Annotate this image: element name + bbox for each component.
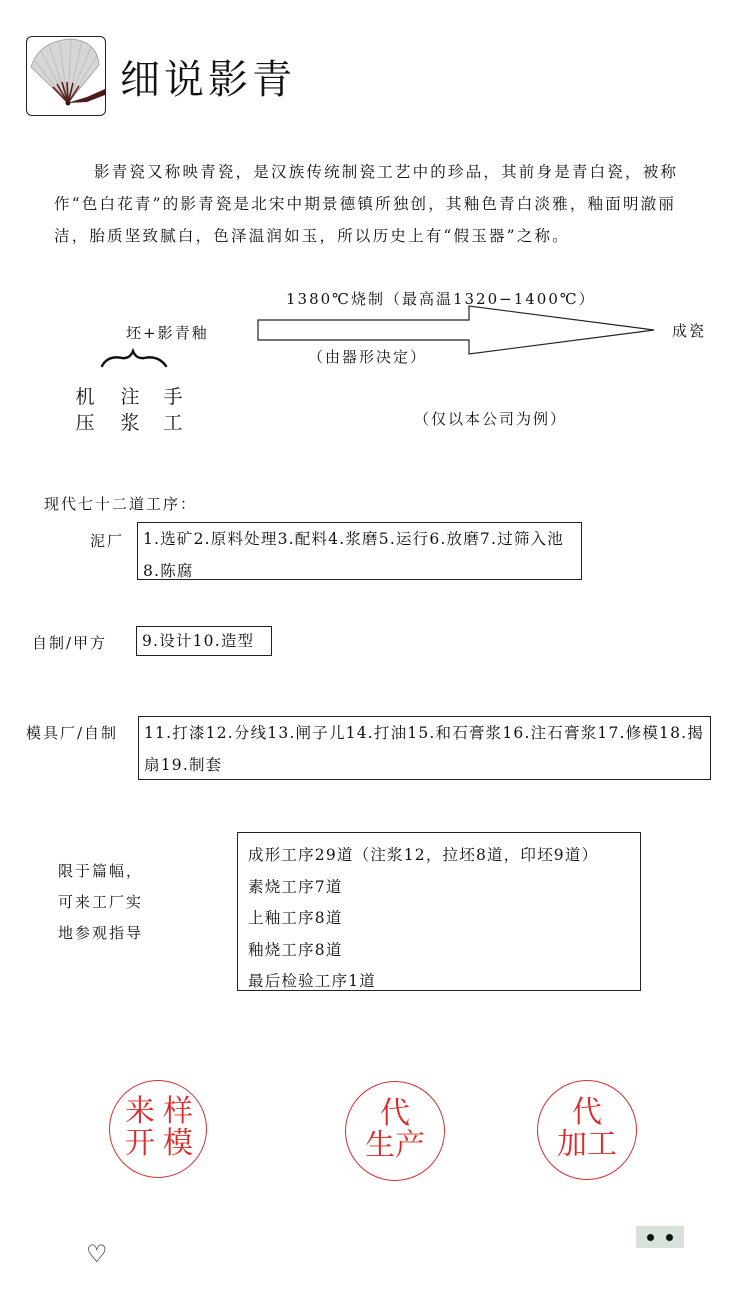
- summary-item: 最后检验工序1道: [248, 972, 376, 990]
- stamp-line: 代: [380, 1096, 410, 1131]
- page-title: 细说影青: [120, 57, 296, 103]
- output-label: 成瓷: [672, 322, 707, 340]
- group-box-mold-factory: 11.打漆12.分线13.闸子儿14.打油15.和石膏浆16.注石膏浆17.修模18.揭扇19.制套: [138, 716, 711, 780]
- group-label-clay-factory: 泥厂: [90, 532, 125, 550]
- more-dots-icon[interactable]: [636, 1226, 684, 1248]
- stamp-custom-mold: [109, 1080, 207, 1178]
- group-label-mold-factory: 模具厂/自制: [26, 724, 119, 742]
- input-label: 坯+影青釉: [126, 324, 209, 342]
- visit-note-line: 限于篇幅，: [58, 862, 144, 880]
- method-handmade: [162, 384, 184, 436]
- method-char: 注: [120, 386, 140, 408]
- company-note: （仅以本公司为例）: [414, 410, 568, 428]
- stamp-line: 生产: [365, 1128, 425, 1163]
- heart-icon[interactable]: ♡: [86, 1240, 108, 1268]
- method-char: 压: [75, 412, 95, 434]
- logo-fan-icon: [26, 36, 106, 116]
- group-box-self-made: 9.设计10.造型: [136, 626, 272, 656]
- summary-item: 釉烧工序8道: [248, 940, 343, 959]
- stamp-oem-production: [345, 1081, 445, 1181]
- visit-note-line: 地参观指导: [58, 924, 144, 942]
- stamp-line: 加工: [557, 1127, 617, 1162]
- dot: [647, 1234, 654, 1241]
- intro-paragraph: 影青瓷又称映青瓷，是汉族传统制瓷工艺中的珍品，其前身是青白瓷，被称作“色白花青”的影青瓷是北宋中期景德镇所独创，其釉色青白淡雅，釉面明澈丽洁，胎质坚致腻白，色泽温润如玉，所以历史上有“假玉器”之称。: [54, 163, 679, 245]
- process-summary-box: [237, 832, 641, 991]
- visit-note: [58, 856, 143, 949]
- summary-item: 素烧工序7道: [248, 877, 343, 896]
- summary-item: 上釉工序8道: [248, 909, 343, 927]
- stamp-line: 代: [572, 1095, 602, 1130]
- modern-heading: 现代七十二道工序：: [44, 495, 198, 513]
- method-char: 机: [75, 386, 95, 408]
- stamp-oem-processing: [537, 1080, 637, 1180]
- summary-item: 成形工序29道（注浆12，拉坯8道，印坯9道）: [248, 846, 599, 864]
- method-char: 手: [163, 386, 183, 408]
- folding-fan-icon: [27, 37, 105, 115]
- brace-icon: [100, 348, 168, 370]
- group-box-clay-factory: 1.选矿2.原料处理3.配料4.浆磨5.运行6.放磨7.过筛入池8.陈腐: [137, 522, 582, 580]
- stamp-char: 来: [125, 1094, 155, 1129]
- group-label-self-made: 自制/甲方: [32, 634, 108, 652]
- stamp-char: 样: [163, 1094, 193, 1129]
- method-char: 浆: [120, 412, 140, 434]
- stamp-char: 模: [163, 1126, 193, 1161]
- stamp-char: 开: [125, 1126, 155, 1161]
- firing-label: 1380℃烧制（最高温1320−1400℃）: [286, 290, 596, 308]
- method-machine-press: [74, 384, 96, 436]
- visit-note-line: 可来工厂实: [58, 893, 144, 911]
- method-slip-casting: [119, 384, 141, 436]
- arrow-note: （由器形决定）: [308, 348, 428, 366]
- dot: [666, 1234, 673, 1241]
- method-char: 工: [163, 412, 183, 434]
